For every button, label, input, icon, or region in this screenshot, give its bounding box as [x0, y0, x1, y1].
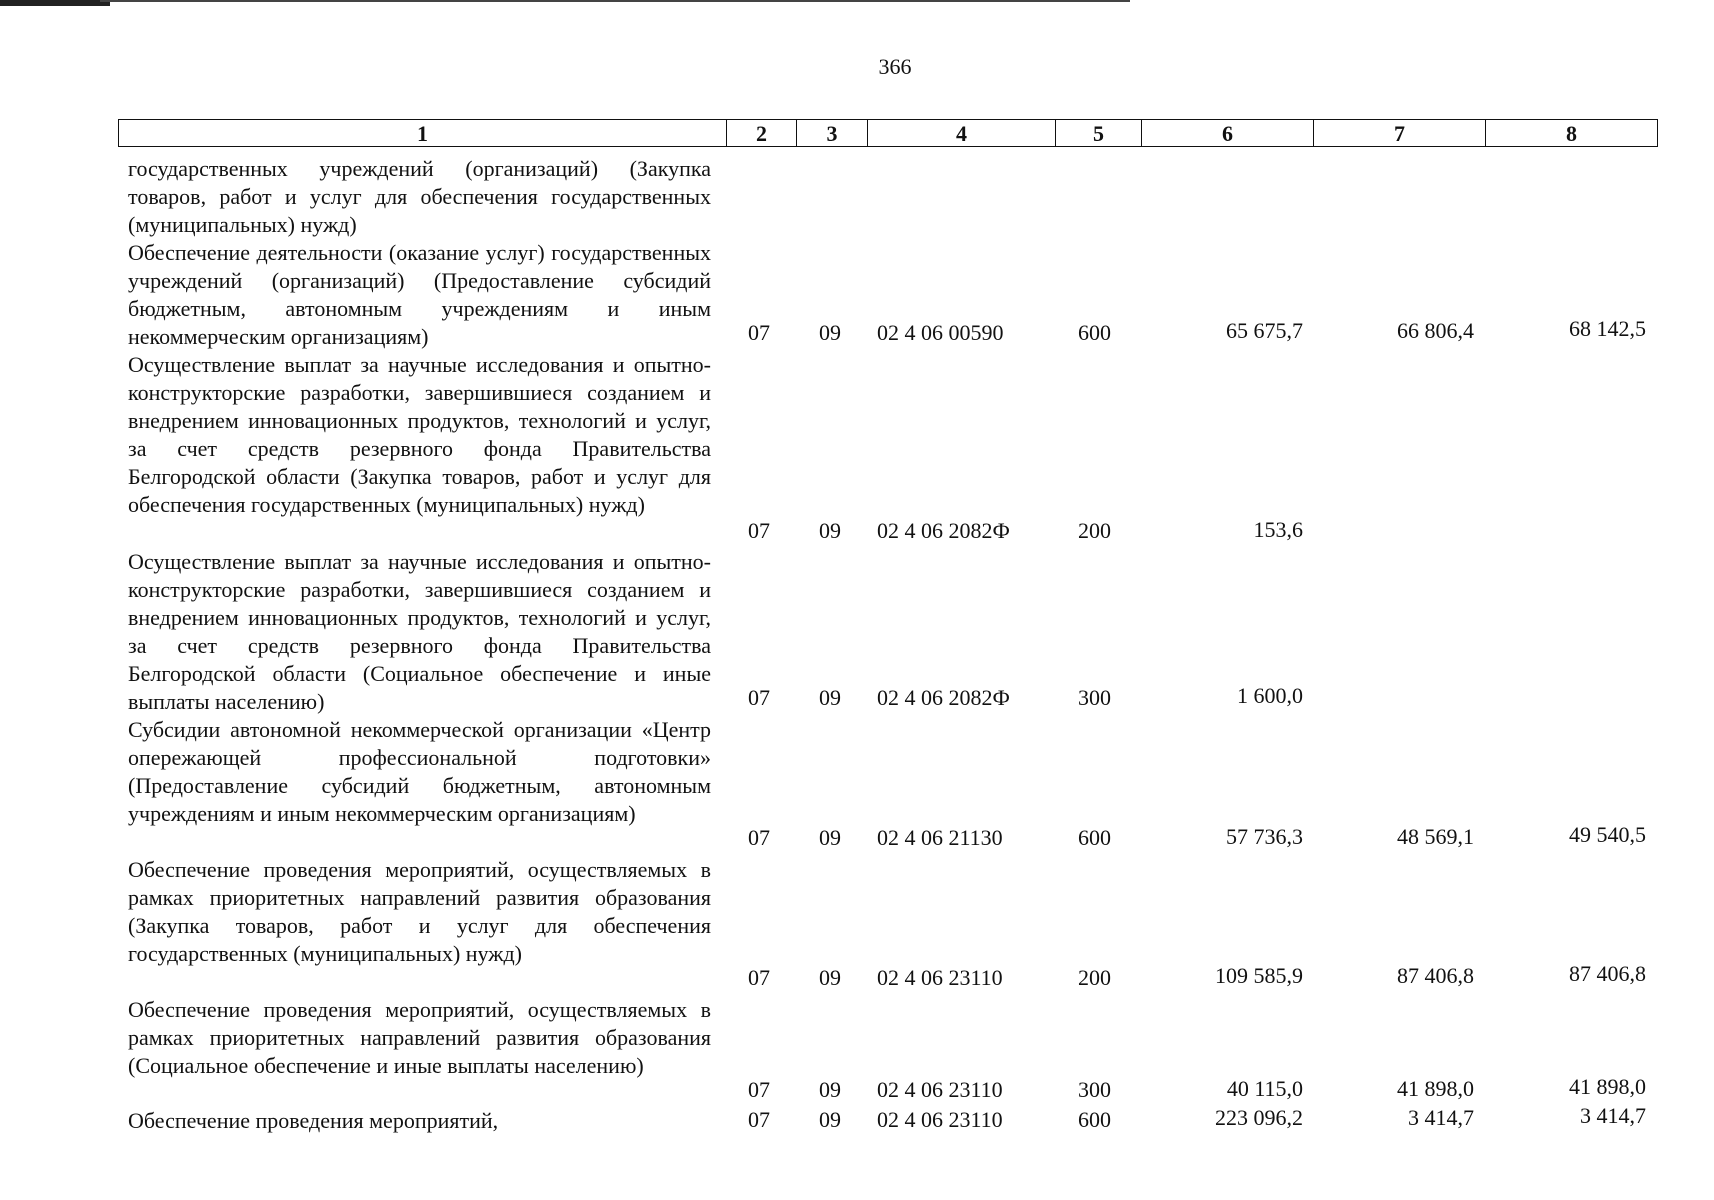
column-header-5: 5 [1055, 119, 1141, 147]
row-expense-type: 600 [1078, 1107, 1111, 1132]
row-subsection-code: 09 [819, 518, 841, 543]
row-description: Осуществление выплат за научные исследования и опытно-конструкторские разработки, завершившиеся созданием и внедрением инновационных продуктов, технологий и услуг, за счет средств резервного фонда Правительства Белгородской области (Закупка товаров, работ и услуг для обеспечения государственных (муниципальных) нужд) [128, 352, 711, 517]
row-amount-col6: 109 585,9 [1215, 963, 1303, 988]
row-target-code: 02 4 06 21130 [877, 825, 1003, 850]
column-header-1: 1 [118, 119, 726, 147]
row-subsection-code: 09 [819, 685, 841, 710]
row-subsection-code: 09 [819, 1077, 841, 1102]
row-amount-col6: 153,6 [1253, 517, 1303, 542]
row-target-code: 02 4 06 2082Ф [877, 518, 1010, 543]
row-amount-col6: 40 115,0 [1226, 1076, 1303, 1101]
row-description: Осуществление выплат за научные исследования и опытно-конструкторские разработки, завершившиеся созданием и внедрением инновационных продуктов, технологий и услуг, за счет средств резервного фонда Правительства Белгородской области (Социальное обеспечение и иные выплаты населению) [128, 549, 711, 714]
row-amount-col8: 3 414,7 [1580, 1103, 1646, 1128]
row-description: Обеспечение деятельности (оказание услуг) государственных учреждений (организаций) (Предоставление субсидий бюджетным, автономным учреждениям и иным некоммерческим организациям) [128, 240, 711, 349]
row-amount-col7: 48 569,1 [1397, 824, 1474, 849]
row-subsection-code: 09 [819, 825, 841, 850]
row-expense-type: 300 [1078, 1077, 1111, 1102]
row-target-code: 02 4 06 00590 [877, 320, 1004, 345]
row-section-code: 07 [748, 320, 770, 345]
column-header-8: 8 [1485, 119, 1658, 147]
column-header-7: 7 [1313, 119, 1485, 147]
row-amount-col8: 87 406,8 [1569, 961, 1646, 986]
row-description: Субсидии автономной некоммерческой организации «Центр опережающей профессиональной подготовки» (Предоставление субсидий бюджетным, автономным учреждениям и иным некоммерческим организациям) [128, 717, 711, 826]
row-target-code: 02 4 06 2082Ф [877, 685, 1010, 710]
row-subsection-code: 09 [819, 320, 841, 345]
row-description: Обеспечение проведения мероприятий, осуществляемых в рамках приоритетных направлений развития образования (Закупка товаров, работ и услуг для обеспечения государственных (муниципальных) нужд) [128, 857, 711, 966]
column-header-3: 3 [796, 119, 867, 147]
row-amount-col7: 3 414,7 [1408, 1105, 1474, 1130]
column-header-6: 6 [1141, 119, 1313, 147]
row-section-code: 07 [748, 1077, 770, 1102]
row-expense-type: 200 [1078, 518, 1111, 543]
row-description: Обеспечение проведения мероприятий, осуществляемых в рамках приоритетных направлений развития образования (Социальное обеспечение и иные выплаты населению) [128, 997, 711, 1078]
page-number: 366 [878, 54, 912, 79]
row-subsection-code: 09 [819, 965, 841, 990]
column-header-4: 4 [867, 119, 1055, 147]
row-amount-col8: 49 540,5 [1569, 822, 1646, 847]
column-header-2: 2 [726, 119, 796, 147]
row-section-code: 07 [748, 965, 770, 990]
row-target-code: 02 4 06 23110 [877, 1107, 1003, 1132]
scan-edge-mark [0, 0, 110, 6]
row-amount-col6: 1 600,0 [1237, 683, 1303, 708]
row-amount-col8: 41 898,0 [1569, 1074, 1646, 1099]
row-amount-col7: 66 806,4 [1397, 318, 1474, 343]
row-subsection-code: 09 [819, 1107, 841, 1132]
row-section-code: 07 [748, 1107, 770, 1132]
row-amount-col8: 68 142,5 [1569, 316, 1646, 341]
row-expense-type: 600 [1078, 320, 1111, 345]
row-description: Обеспечение проведения мероприятий, [128, 1108, 499, 1133]
row-section-code: 07 [748, 825, 770, 850]
row-amount-col7: 41 898,0 [1397, 1076, 1474, 1101]
row-section-code: 07 [748, 518, 770, 543]
row-target-code: 02 4 06 23110 [877, 1077, 1003, 1102]
row-description: государственных учреждений (организаций) (Закупка товаров, работ и услуг для обеспечения государственных (муниципальных) нужд) [128, 156, 711, 237]
row-expense-type: 200 [1078, 965, 1111, 990]
scan-edge-line [100, 0, 1130, 2]
row-target-code: 02 4 06 23110 [877, 965, 1003, 990]
row-amount-col6: 223 096,2 [1215, 1105, 1303, 1130]
row-amount-col6: 65 675,7 [1226, 318, 1303, 343]
row-amount-col7: 87 406,8 [1397, 963, 1474, 988]
row-amount-col6: 57 736,3 [1226, 824, 1303, 849]
row-expense-type: 600 [1078, 825, 1111, 850]
row-expense-type: 300 [1078, 685, 1111, 710]
row-section-code: 07 [748, 685, 770, 710]
